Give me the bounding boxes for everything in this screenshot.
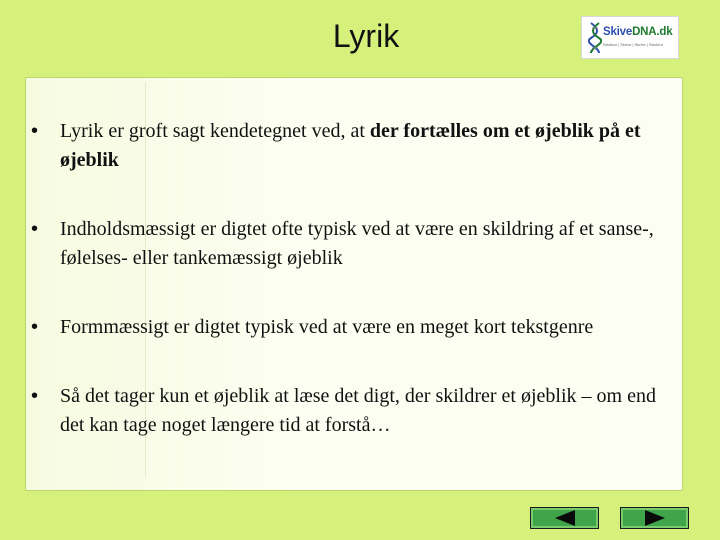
next-slide-button[interactable] bbox=[620, 507, 689, 529]
logo-wordmark-part1: Skive bbox=[603, 26, 633, 38]
logo-wordmark-part2: DNA.dk bbox=[632, 26, 673, 38]
bullet-item bbox=[31, 117, 681, 175]
slide-title: Lyrik bbox=[332, 18, 400, 54]
bullet-text: Lyrik er groft sagt kendetegnet ved, at bbox=[60, 120, 370, 142]
previous-slide-button[interactable] bbox=[530, 507, 599, 529]
logo-tagline: Struktur | Skrive | Skrive | Struktur bbox=[603, 42, 664, 47]
bullet-text: Så det tager kun et øjeblik at læse det digt, der skildrer et øjeblik – om end det kan tage noget længere tid at forstå… bbox=[60, 385, 656, 436]
bullet-bold-text: der fortælles om et øjeblik på et øjeblik bbox=[60, 120, 641, 171]
triangle-left-icon bbox=[553, 510, 577, 526]
logo-wordmark bbox=[603, 26, 672, 38]
bullet-text: Formmæssigt er digtet typisk ved at være en meget kort tekstgenre bbox=[60, 316, 594, 338]
bullet-item bbox=[31, 382, 681, 440]
bullet-list bbox=[31, 117, 681, 480]
bullet-item bbox=[31, 313, 681, 342]
bullet-text: Indholdsmæssigt er digtet ofte typisk ved at være en skildring af et sanse-, følelses- eller tankemæssigt øjeblik bbox=[60, 218, 654, 269]
skivedna-logo[interactable] bbox=[581, 16, 679, 59]
bullet-item bbox=[31, 215, 681, 273]
dna-helix-icon bbox=[588, 22, 602, 54]
triangle-right-icon bbox=[643, 510, 667, 526]
